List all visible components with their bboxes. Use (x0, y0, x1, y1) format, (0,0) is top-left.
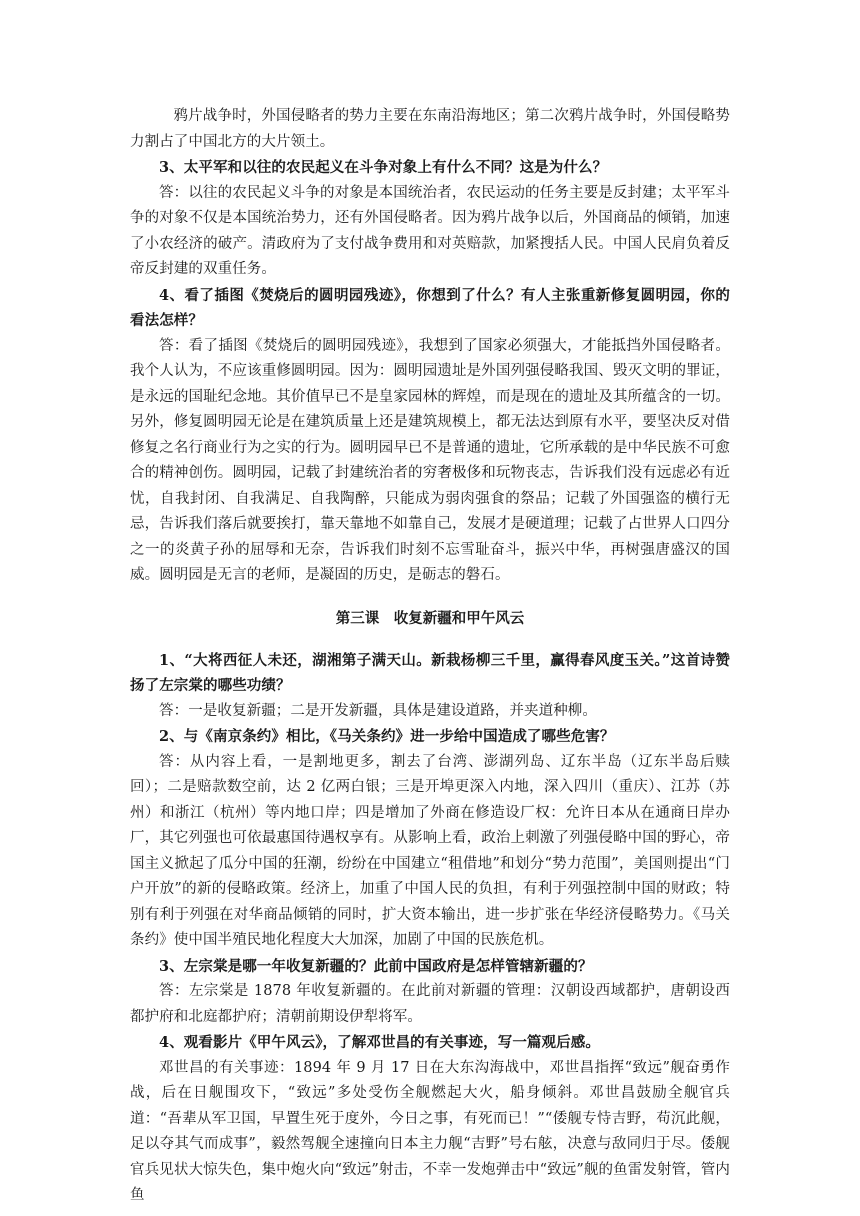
lesson-3-title: 第三课 收复新疆和甲午风云 (335, 609, 525, 627)
lesson-3-answer-3: 答：左宗棠是 1878 年收复新疆的。在此前对新疆的管理：汉朝设西域都护，唐朝设西都护府和北庭都护府；清朝前期设伊犁将军。 (130, 983, 730, 1025)
lesson-3-answer-1: 答：一是收复新疆；二是开发新疆，具体是建设道路，并夹道种柳。 (159, 702, 597, 719)
question-3: 3、太平军和以往的农民起义在斗争对象上有什么不同？这是为什么？ (159, 159, 608, 176)
document-page (130, 104, 730, 1209)
lesson-3-question-3: 3、左宗棠是哪一年收复新疆的？此前中国政府是怎样管辖新疆的？ (159, 957, 593, 975)
lesson-3-question-4: 4、观看影片《甲午风云》，了解邓世昌的有关事迹，写一篇观后感。 (159, 1034, 600, 1051)
answer-4: 答：看了插图《焚烧后的圆明园残迹》，我想到了国家必须强大，才能抵挡外国侵略者。我个人认为，不应该重修圆明园。因为：圆明园遗址是外国列强侵略我国、毁灭文明的罪证，是永远的国耻纪念地。其价值早已不是皇家园林的辉煌，而是现在的遗址及其所蕴含的一切。另外，修复圆明园无论是在建筑质量上还是建筑规模上，都无法达到原有水平，要坚决反对借修复之名行商业行为之实的行为。圆明园早已不是普通的遗址，它所承载的是中华民族不可愈合的精神创伤。圆明园，记载了封建统治者的穷奢极侈和玩物丧志，告诉我们没有远虑必有近忧，自我封闭、自我满足、自我陶醉，只能成为弱肉强食的祭品；记载了外国强盗的横行无忌，告诉我们落后就要挨打，靠天靠地不如靠自己，发展才是硬道理；记载了占世界人口四分之一的炎黄子孙的屈辱和无奈，告诉我们时刻不忘雪耻奋斗，振兴中华，再树强唐盛汉的国威。圆明园是无言的老师，是凝固的历史，是砺志的磐石。 (130, 337, 730, 583)
answer-2-continued: 鸦片战争时，外国侵略者的势力主要在东南沿海地区；第二次鸦片战争时，外国侵略势力割占了中国北方的大片领土。 (130, 108, 730, 150)
answer-3: 答：以往的农民起义斗争的对象是本国统治者，农民运动的任务主要是反封建；太平军斗争的对象不仅是本国统治势力，还有外国侵略者。因为鸦片战争以后，外国商品的倾销，加速了小农经济的破产。清政府为了支付战争费用和对英赔款，加紧搜括人民。中国人民肩负着反帝反封建的双重任务。 (130, 184, 730, 277)
lesson-3-question-2: 2、与《南京条约》相比，《马关条约》进一步给中国造成了哪些危害？ (159, 728, 615, 745)
lesson-3-answer-4: 邓世昌的有关事迹：1894 年 9 月 17 日在大东沟海战中，邓世昌指挥“致远”舰奋勇作战，后在日舰围攻下，“致远”多处受伤全舰燃起大火，船身倾斜。邓世昌鼓励全舰官兵道：“吾辈从军卫国，早置生死于度外，今日之事，有死而已！”“倭舰专恃吉野，苟沉此舰，足以夺其气而成事”，毅然驾舰全速撞向日本主力舰“吉野”号右舷，决意与敌同归于尽。倭舰官兵见状大惊失色，集中炮火向“致远”射击，不幸一发炮弹击中“致远”舰的鱼雷发射管，管内鱼 (130, 1059, 730, 1203)
lesson-3-answer-2: 答：从内容上看，一是割地更多，割去了台湾、澎湖列岛、辽东半岛（辽东半岛后赎回）；二是赔款数空前，达 2 亿两白银；三是开埠更深入内地，深入四川（重庆）、江苏（苏州）和浙江（杭州）等内地口岸；四是增加了外商在修造设厂权：允许日本从在通商日岸办厂，其它列强也可依最惠国待遇权享有。从影响上看，政治上刺激了列强侵略中国的野心，帝国主义掀起了瓜分中国的狂潮，纷纷在中国建立“租借地”和划分“势力范围”，美国则提出“门户开放”的新的侵略政策。经济上，加重了中国人民的负担，有利于列强控制中国的财政；特别有利于列强在对华商品倾销的同时，扩大资本输出，进一步扩张在华经济侵略势力。《马关条约》使中国半殖民地化程度大大加深，加剧了中国的民族危机。 (130, 753, 730, 948)
question-4: 4、看了插图《焚烧后的圆明园残迹》，你想到了什么？有人主张重新修复圆明园，你的看法怎样？ (130, 286, 730, 329)
lesson-3-question-1: 1、“大将西征人未还，湖湘第子满天山。新栽杨柳三千里，赢得春风度玉关。”这首诗赞扬了左宗棠的哪些功绩？ (130, 651, 730, 694)
